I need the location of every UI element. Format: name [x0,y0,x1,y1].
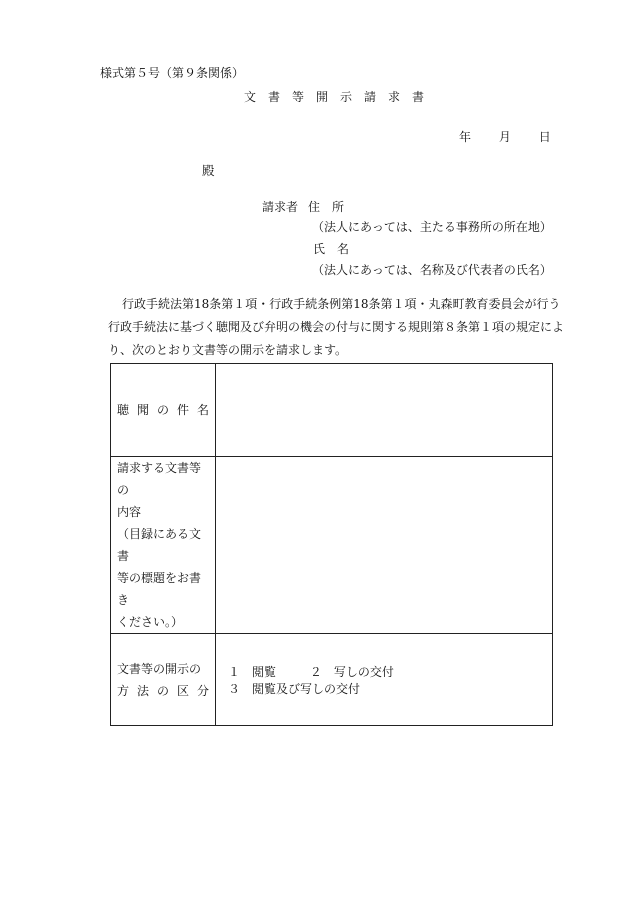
disclosure-method-options [216,634,553,726]
method-option-view[interactable]: １ 閲覧 [228,664,277,679]
table-row [111,634,553,726]
document-content-label-cell [111,457,216,634]
hearing-subject-label: 聴 聞 の 件 名 [117,403,209,417]
disclosure-method-label: 文書等の開示の 方 法 の 区 分 [117,661,209,698]
addressee-honorific: 殿 [202,163,215,178]
name-note: （法人にあっては、名称及び代表者の氏名） [312,263,552,277]
document-content-label: 請求する文書等の 内容 （目録にある文書 等の標題をお書き ください。） [117,461,202,629]
date-year-label: 年 [459,130,472,144]
table-row [111,457,553,634]
request-statement: 行政手続法第18条第１項・行政手続条例第18条第１項・丸森町教育委員会が行う行政手続法に基づく聴聞及び弁明の機会の付与に関する規則第８条第１項の規定により、次のとおり文書等の開示を請求します。 [108,297,565,357]
requester-label: 請求者 [262,200,299,214]
name-label: 氏 名 [313,242,350,256]
document-title: 文書等開示請求書 [244,90,437,104]
date-line [459,131,551,143]
hearing-subject-field[interactable] [216,364,553,457]
hearing-subject-label-cell [111,364,216,457]
date-month-label: 月 [498,130,511,144]
request-table [110,363,553,726]
form-number: 様式第５号（第９条関係） [100,66,245,80]
address-label: 住 所 [308,200,345,214]
address-note: （法人にあっては、主たる事務所の所在地） [312,220,552,234]
method-option-view-and-copy[interactable]: ３ 閲覧及び写しの交付 [228,681,361,696]
date-day-label: 日 [538,130,551,144]
table-row [111,364,553,457]
method-option-copy[interactable]: ２ 写しの交付 [309,664,394,679]
disclosure-method-label-cell [111,634,216,726]
requester-address-line [262,201,344,213]
document-content-field[interactable] [216,457,553,634]
